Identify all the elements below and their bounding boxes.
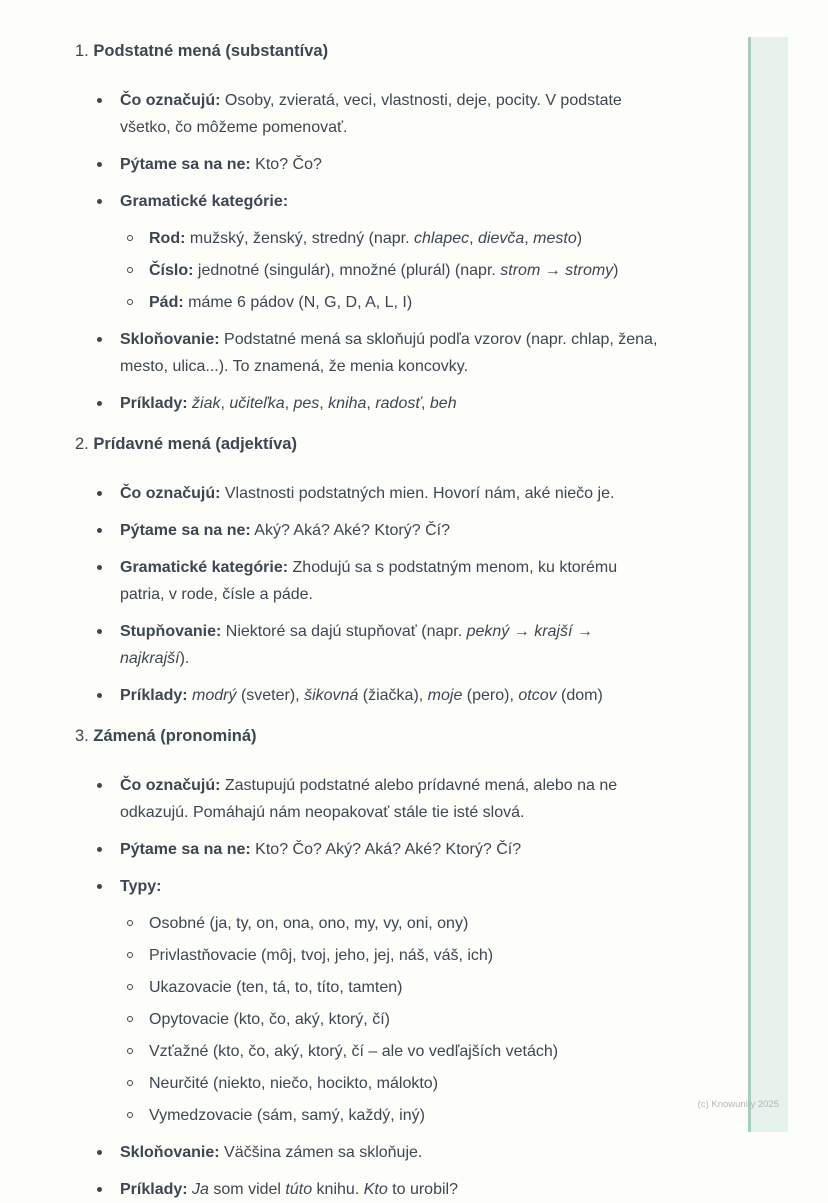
item-text-segment: žiak: [192, 395, 221, 412]
bullet-icon: [97, 337, 102, 342]
bullet-icon: [97, 884, 102, 889]
list-item: [75, 554, 660, 608]
list-item: [75, 618, 660, 672]
item-text-segment: ): [613, 262, 619, 279]
circle-bullet-icon: [127, 920, 133, 926]
item-text-segment: ,: [319, 395, 329, 412]
item-text-segment: Pýtame sa na ne:: [120, 522, 251, 539]
list-item: [75, 151, 660, 178]
item-text-segment: ,: [220, 395, 230, 412]
bullet-icon: [97, 98, 102, 103]
item-text-segment: Príklady:: [120, 687, 188, 704]
section-heading: [75, 431, 660, 458]
item-text-segment: chlapec: [413, 230, 470, 247]
item-text-segment: ,: [284, 395, 294, 412]
section-title: Prídavné mená (adjektíva): [93, 435, 297, 453]
item-text-segment: Niektoré sa dajú stupňovať (napr.: [221, 623, 467, 640]
item-text-segment: najkrajší: [120, 650, 180, 667]
sub-list-item: [75, 1070, 660, 1097]
item-text-segment: pekný: [466, 623, 510, 640]
sub-list-item: [75, 974, 660, 1001]
bullet-icon: [97, 629, 102, 634]
item-text-segment: Pýtame sa na ne:: [120, 841, 251, 858]
item-text-segment: Príklady:: [120, 1181, 188, 1198]
circle-bullet-icon: [127, 299, 133, 305]
item-text-segment: Neurčité (niekto, niečo, hocikto, málokto): [149, 1075, 439, 1092]
list-item: [75, 772, 660, 826]
sub-list-item: [75, 1102, 660, 1129]
item-text-segment: Gramatické kategórie:: [120, 193, 289, 210]
circle-bullet-icon: [127, 1080, 133, 1086]
sub-list-item: [75, 1038, 660, 1065]
item-text-segment: Gramatické kategórie:: [120, 559, 289, 576]
circle-bullet-icon: [127, 1112, 133, 1118]
circle-bullet-icon: [127, 267, 133, 273]
item-text-segment: Privlastňovacie (môj, tvoj, jeho, jej, náš, váš, ich): [149, 947, 494, 964]
item-text-segment: radosť: [375, 395, 421, 412]
item-text-segment: som videl: [208, 1181, 286, 1198]
item-text-segment: beh: [429, 395, 457, 412]
item-text-segment: ,: [421, 395, 430, 412]
accent-bar: [748, 37, 788, 1132]
item-text-segment: (dom): [556, 687, 603, 704]
item-text-segment: Skloňovanie:: [120, 1144, 220, 1161]
item-text-segment: →: [540, 262, 566, 279]
item-text-segment: Podstatné mená sa skloňujú podľa vzorov (napr. chlap, žena, mesto, ulica...). To znamená, že menia koncovky.: [120, 331, 658, 375]
item-text-segment: ): [576, 230, 583, 247]
item-text-segment: Opytovacie (kto, čo, aký, ktorý, čí): [149, 1011, 390, 1028]
item-text-segment: ).: [179, 650, 190, 667]
circle-bullet-icon: [127, 235, 133, 241]
item-text-segment: Ukazovacie (ten, tá, to, títo, tamten): [149, 979, 403, 996]
item-text-segment: knihu.: [312, 1181, 364, 1198]
item-text-segment: Skloňovanie:: [120, 331, 220, 348]
item-text-segment: ,: [366, 395, 376, 412]
section-heading: [75, 723, 660, 750]
item-text-segment: moje: [427, 687, 463, 704]
section-number: 2.: [75, 435, 89, 453]
item-text-segment: Vymedzovacie (sám, samý, každý, iný): [149, 1107, 425, 1124]
item-text-segment: Príklady:: [120, 395, 188, 412]
item-text-segment: mužský, ženský, stredný (napr.: [185, 230, 414, 247]
item-text-segment: Rod:: [149, 230, 186, 247]
item-text-segment: Vzťažné (kto, čo, aký, ktorý, čí – ale vo vedľajších vetách): [149, 1043, 559, 1060]
list-item: [75, 1139, 660, 1166]
circle-bullet-icon: [127, 1016, 133, 1022]
bullet-icon: [97, 693, 102, 698]
list-item: [75, 188, 660, 215]
list-item: [75, 480, 660, 507]
item-text-segment: Zhodujú sa s podstatným menom, ku ktorému patria, v rode, čísle a páde.: [120, 559, 618, 603]
item-text-segment: Čo označujú:: [120, 92, 221, 109]
section-title: Zámená (pronominá): [93, 727, 257, 745]
section-title: Podstatné mená (substantíva): [93, 42, 329, 60]
sub-list-item: [75, 289, 660, 316]
sub-list-item: [75, 225, 660, 252]
list-item: [75, 390, 660, 417]
list-item: [75, 326, 660, 380]
item-text-segment: ,: [469, 230, 479, 247]
item-text-segment: Osobné (ja, ty, on, ona, ono, my, vy, oni, ony): [149, 915, 469, 932]
watermark: (c) Knowunity 2025: [697, 1099, 779, 1110]
bullet-icon: [97, 1150, 102, 1155]
item-text-segment: →: [572, 623, 593, 640]
item-text-segment: Ja: [192, 1181, 209, 1198]
item-text-segment: Aký? Aká? Aké? Ktorý? Čí?: [250, 522, 450, 539]
item-text-segment: ,: [524, 230, 534, 247]
list-item: [75, 682, 660, 709]
item-text-segment: Čo označujú:: [120, 777, 221, 794]
circle-bullet-icon: [127, 984, 133, 990]
item-text-segment: (žiačka),: [358, 687, 428, 704]
item-text-segment: modrý: [192, 687, 237, 704]
item-text-segment: kniha: [328, 395, 367, 412]
section-number: 3.: [75, 727, 89, 745]
bullet-icon: [97, 528, 102, 533]
item-text-segment: Čo označujú:: [120, 485, 221, 502]
item-text-segment: mesto: [533, 230, 577, 247]
sub-list-item: [75, 1006, 660, 1033]
bullet-icon: [97, 199, 102, 204]
item-text-segment: strom: [500, 262, 541, 279]
item-text-segment: túto: [285, 1181, 313, 1198]
bullet-icon: [97, 1187, 102, 1192]
bullet-icon: [97, 847, 102, 852]
section-number: 1.: [75, 42, 89, 60]
bullet-icon: [97, 783, 102, 788]
item-text-segment: Vlastnosti podstatných mien. Hovorí nám, aké niečo je.: [220, 485, 615, 502]
sub-list-item: [75, 910, 660, 937]
item-text-segment: šikovná: [304, 687, 359, 704]
circle-bullet-icon: [127, 952, 133, 958]
bullet-icon: [97, 162, 102, 167]
bullet-icon: [97, 401, 102, 406]
item-text-segment: dievča: [478, 230, 525, 247]
item-text-segment: Kto? Čo?: [250, 156, 322, 173]
item-text-segment: →: [509, 623, 535, 640]
bullet-icon: [97, 491, 102, 496]
sub-list-item: [75, 942, 660, 969]
document-content: [75, 38, 660, 1203]
item-text-segment: učiteľka: [229, 395, 285, 412]
item-text-segment: Osoby, zvieratá, veci, vlastnosti, deje, pocity. V podstate všetko, čo môžeme pomenovať.: [120, 92, 622, 136]
item-text-segment: Kto: [363, 1181, 388, 1198]
list-item: [75, 517, 660, 544]
item-text-segment: Väčšina zámen sa skloňuje.: [219, 1144, 423, 1161]
section-heading: [75, 38, 660, 65]
list-item: [75, 873, 660, 900]
list-item: [75, 87, 660, 141]
item-text-segment: to urobil?: [387, 1181, 458, 1198]
bullet-icon: [97, 565, 102, 570]
item-text-segment: Pýtame sa na ne:: [120, 156, 251, 173]
item-text-segment: Zastupujú podstatné alebo prídavné mená, alebo na ne odkazujú. Pomáhajú nám neopakovať stále tie isté slová.: [120, 777, 618, 821]
item-text-segment: Stupňovanie:: [120, 623, 222, 640]
item-text-segment: pes: [293, 395, 320, 412]
item-text-segment: Typy:: [120, 878, 162, 895]
item-text-segment: krajší: [534, 623, 573, 640]
list-item: [75, 1176, 660, 1203]
item-text-segment: (pero),: [462, 687, 519, 704]
item-text-segment: Pád:: [149, 294, 184, 311]
item-text-segment: jednotné (singulár), množné (plurál) (napr.: [193, 262, 501, 279]
item-text-segment: máme 6 pádov (N, G, D, A, L, I): [183, 294, 413, 311]
list-item: [75, 836, 660, 863]
item-text-segment: (sveter),: [236, 687, 305, 704]
item-text-segment: stromy: [565, 262, 614, 279]
sub-list-item: [75, 257, 660, 284]
item-text-segment: Číslo:: [149, 262, 194, 279]
item-text-segment: otcov: [518, 687, 557, 704]
circle-bullet-icon: [127, 1048, 133, 1054]
item-text-segment: Kto? Čo? Aký? Aká? Aké? Ktorý? Čí?: [250, 841, 522, 858]
